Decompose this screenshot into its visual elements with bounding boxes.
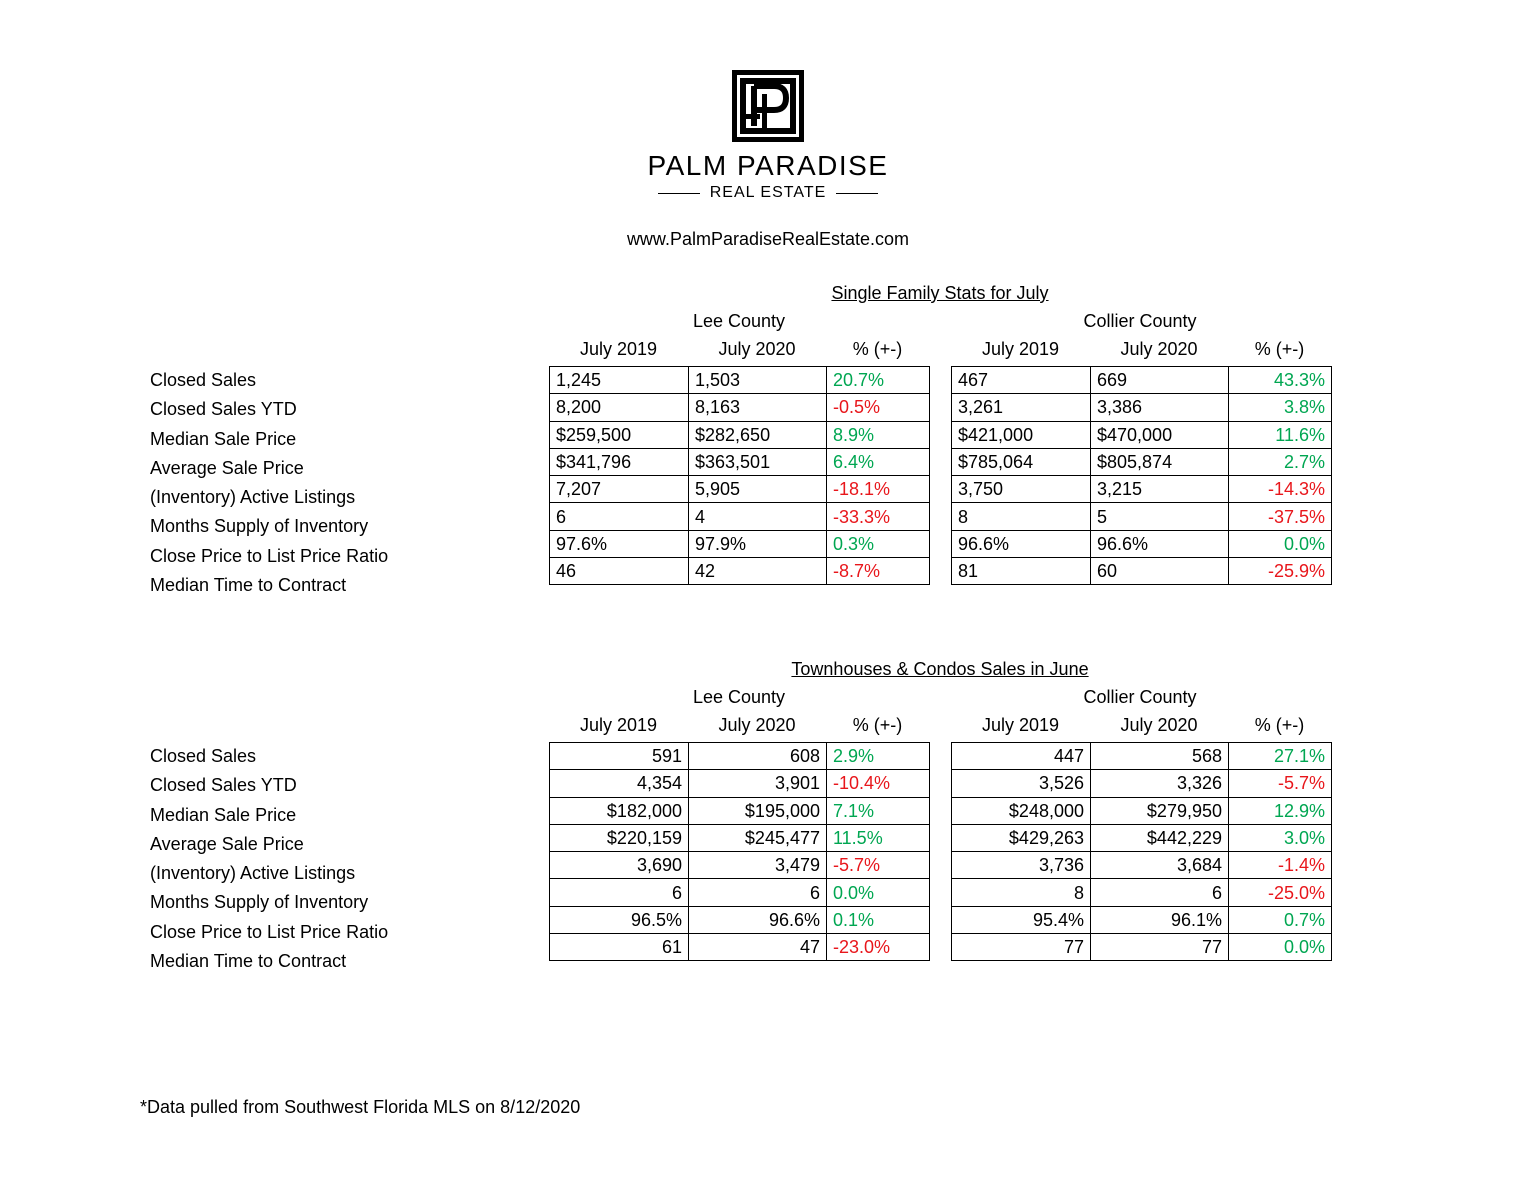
table-row xyxy=(952,852,1332,879)
table-row xyxy=(550,934,930,961)
website-url: www.PalmParadiseRealEstate.com xyxy=(626,229,910,249)
value-2019-cell: 3,690 xyxy=(550,852,689,879)
pct-change-cell: 20.7% xyxy=(827,367,930,394)
pct-change-cell: -25.0% xyxy=(1229,879,1332,906)
table-row xyxy=(952,879,1332,906)
value-2019-cell: 8 xyxy=(952,879,1091,906)
pct-change-cell: -1.4% xyxy=(1229,852,1332,879)
pct-change-cell: 3.0% xyxy=(1229,824,1332,851)
value-2019-cell: 591 xyxy=(550,743,689,770)
table-row xyxy=(550,421,930,448)
condo-collier-header-pct: % (+-) xyxy=(1254,715,1305,735)
condo-collier-county-label: Collier County xyxy=(1083,687,1197,707)
pct-change-cell: 43.3% xyxy=(1229,367,1332,394)
pct-change-cell: -8.7% xyxy=(827,558,930,585)
value-2020-cell: 3,386 xyxy=(1091,394,1229,421)
value-2019-cell: 3,526 xyxy=(952,770,1091,797)
pct-change-cell: 0.0% xyxy=(1229,934,1332,961)
pct-change-cell: 0.3% xyxy=(827,530,930,557)
sf-collier-header-pct: % (+-) xyxy=(1254,339,1305,359)
table-row xyxy=(952,934,1332,961)
value-2020-cell: 96.6% xyxy=(689,906,827,933)
condo-collier-table xyxy=(951,742,1332,961)
value-2020-cell: 1,503 xyxy=(689,367,827,394)
table-row xyxy=(952,797,1332,824)
row-label: Close Price to List Price Ratio xyxy=(150,921,389,942)
row-label: Closed Sales YTD xyxy=(150,399,297,420)
brand-subtitle-row xyxy=(658,182,878,204)
table-row xyxy=(952,530,1332,557)
table-row xyxy=(952,448,1332,475)
pct-change-cell: 0.0% xyxy=(827,879,930,906)
condo-lee-county-label: Lee County xyxy=(692,687,786,707)
row-label: Closed Sales YTD xyxy=(150,775,297,796)
table-row xyxy=(550,448,930,475)
table-row xyxy=(952,476,1332,503)
condo-lee-header-2019: July 2019 xyxy=(579,715,658,735)
value-2019-cell: 467 xyxy=(952,367,1091,394)
value-2019-cell: 97.6% xyxy=(550,530,689,557)
pct-change-cell: -5.7% xyxy=(827,852,930,879)
table-row xyxy=(952,367,1332,394)
table-row xyxy=(550,558,930,585)
row-label: Median Time to Contract xyxy=(150,951,347,972)
value-2019-cell: 3,736 xyxy=(952,852,1091,879)
value-2020-cell: 8,163 xyxy=(689,394,827,421)
value-2019-cell: 96.5% xyxy=(550,906,689,933)
value-2019-cell: $341,796 xyxy=(550,448,689,475)
value-2019-cell: $259,500 xyxy=(550,421,689,448)
value-2020-cell: 608 xyxy=(689,743,827,770)
value-2020-cell: 96.6% xyxy=(1091,530,1229,557)
sf-collier-header-2019: July 2019 xyxy=(981,339,1060,359)
pct-change-cell: -37.5% xyxy=(1229,503,1332,530)
value-2020-cell: $363,501 xyxy=(689,448,827,475)
value-2020-cell: 3,684 xyxy=(1091,852,1229,879)
pct-change-cell: 12.9% xyxy=(1229,797,1332,824)
value-2019-cell: $220,159 xyxy=(550,824,689,851)
value-2020-cell: 42 xyxy=(689,558,827,585)
value-2019-cell: 8 xyxy=(952,503,1091,530)
value-2020-cell: 669 xyxy=(1091,367,1229,394)
table-row xyxy=(550,394,930,421)
value-2020-cell: 5 xyxy=(1091,503,1229,530)
table-row xyxy=(550,743,930,770)
pct-change-cell: -10.4% xyxy=(827,770,930,797)
pct-change-cell: 11.6% xyxy=(1229,421,1332,448)
value-2019-cell: 95.4% xyxy=(952,906,1091,933)
condo-row-labels xyxy=(150,742,540,976)
divider xyxy=(836,193,878,194)
pct-change-cell: -25.9% xyxy=(1229,558,1332,585)
sf-row-labels xyxy=(150,366,540,600)
pct-change-cell: 11.5% xyxy=(827,824,930,851)
value-2019-cell: 61 xyxy=(550,934,689,961)
value-2020-cell: 47 xyxy=(689,934,827,961)
pct-change-cell: 0.1% xyxy=(827,906,930,933)
sf-lee-header-pct: % (+-) xyxy=(852,339,903,359)
palm-paradise-logo-icon xyxy=(732,70,804,142)
value-2020-cell: 568 xyxy=(1091,743,1229,770)
sf-collier-header-2020: July 2020 xyxy=(1120,339,1198,359)
value-2019-cell: 6 xyxy=(550,503,689,530)
row-label: Closed Sales xyxy=(150,746,257,766)
value-2019-cell: 46 xyxy=(550,558,689,585)
table-row xyxy=(550,367,930,394)
condo-collier-header-2020: July 2020 xyxy=(1120,715,1198,735)
value-2020-cell: 60 xyxy=(1091,558,1229,585)
condos-title: Townhouses & Condos Sales in June xyxy=(791,659,1089,679)
value-2020-cell: 96.1% xyxy=(1091,906,1229,933)
sf-lee-header-2020: July 2020 xyxy=(718,339,796,359)
row-label: Close Price to List Price Ratio xyxy=(150,545,389,566)
value-2020-cell: $470,000 xyxy=(1091,421,1229,448)
table-row xyxy=(952,421,1332,448)
pct-change-cell: 2.9% xyxy=(827,743,930,770)
table-row xyxy=(550,879,930,906)
value-2019-cell: 3,750 xyxy=(952,476,1091,503)
pct-change-cell: 7.1% xyxy=(827,797,930,824)
row-label: Median Sale Price xyxy=(150,428,297,449)
value-2020-cell: $279,950 xyxy=(1091,797,1229,824)
table-row xyxy=(952,394,1332,421)
pct-change-cell: -0.5% xyxy=(827,394,930,421)
pct-change-cell: 0.0% xyxy=(1229,530,1332,557)
value-2019-cell: $421,000 xyxy=(952,421,1091,448)
table-row xyxy=(550,770,930,797)
value-2020-cell: 3,215 xyxy=(1091,476,1229,503)
row-label: Average Sale Price xyxy=(150,457,304,478)
row-label: Closed Sales xyxy=(150,370,257,390)
table-row xyxy=(550,824,930,851)
value-2020-cell: $805,874 xyxy=(1091,448,1229,475)
value-2020-cell: 6 xyxy=(1091,879,1229,906)
table-row xyxy=(952,503,1332,530)
pct-change-cell: 0.7% xyxy=(1229,906,1332,933)
table-row xyxy=(550,530,930,557)
brand-name: PALM PARADISE xyxy=(647,150,889,181)
pct-change-cell: -33.3% xyxy=(827,503,930,530)
value-2019-cell: 6 xyxy=(550,879,689,906)
pct-change-cell: 3.8% xyxy=(1229,394,1332,421)
value-2020-cell: 97.9% xyxy=(689,530,827,557)
table-row xyxy=(550,797,930,824)
value-2020-cell: 6 xyxy=(689,879,827,906)
pct-change-cell: -14.3% xyxy=(1229,476,1332,503)
table-row xyxy=(550,906,930,933)
pct-change-cell: 2.7% xyxy=(1229,448,1332,475)
value-2019-cell: 4,354 xyxy=(550,770,689,797)
brand-subtitle: REAL ESTATE xyxy=(709,184,827,201)
row-label: Months Supply of Inventory xyxy=(150,516,369,537)
sf-collier-table xyxy=(951,366,1332,585)
value-2019-cell: 81 xyxy=(952,558,1091,585)
value-2019-cell: $182,000 xyxy=(550,797,689,824)
table-row xyxy=(952,770,1332,797)
single-family-title: Single Family Stats for July xyxy=(831,283,1049,303)
pct-change-cell: -23.0% xyxy=(827,934,930,961)
table-row xyxy=(550,503,930,530)
value-2019-cell: 1,245 xyxy=(550,367,689,394)
pct-change-cell: 27.1% xyxy=(1229,743,1332,770)
table-row xyxy=(550,852,930,879)
value-2020-cell: 3,901 xyxy=(689,770,827,797)
value-2020-cell: 77 xyxy=(1091,934,1229,961)
pct-change-cell: -18.1% xyxy=(827,476,930,503)
value-2019-cell: 8,200 xyxy=(550,394,689,421)
value-2019-cell: 96.6% xyxy=(952,530,1091,557)
value-2020-cell: 5,905 xyxy=(689,476,827,503)
value-2019-cell: $429,263 xyxy=(952,824,1091,851)
table-row xyxy=(952,558,1332,585)
table-row xyxy=(952,824,1332,851)
row-label: Months Supply of Inventory xyxy=(150,892,369,913)
condo-lee-header-2020: July 2020 xyxy=(718,715,796,735)
pct-change-cell: -5.7% xyxy=(1229,770,1332,797)
table-row xyxy=(952,743,1332,770)
row-label: Average Sale Price xyxy=(150,833,304,854)
divider xyxy=(658,193,700,194)
sf-lee-header-2019: July 2019 xyxy=(579,339,658,359)
value-2019-cell: 77 xyxy=(952,934,1091,961)
sf-lee-county-label: Lee County xyxy=(692,311,786,331)
value-2020-cell: $442,229 xyxy=(1091,824,1229,851)
sf-collier-county-label: Collier County xyxy=(1083,311,1197,331)
row-label: Median Time to Contract xyxy=(150,575,347,596)
table-row xyxy=(550,476,930,503)
value-2020-cell: $245,477 xyxy=(689,824,827,851)
value-2020-cell: 4 xyxy=(689,503,827,530)
footnote: *Data pulled from Southwest Florida MLS on 8/12/2020 xyxy=(140,1097,581,1117)
value-2019-cell: $785,064 xyxy=(952,448,1091,475)
sf-lee-table xyxy=(549,366,930,585)
row-label: (Inventory) Active Listings xyxy=(150,487,356,508)
condo-lee-table xyxy=(549,742,930,961)
value-2020-cell: 3,326 xyxy=(1091,770,1229,797)
value-2019-cell: $248,000 xyxy=(952,797,1091,824)
table-row xyxy=(952,906,1332,933)
value-2019-cell: 447 xyxy=(952,743,1091,770)
row-label: (Inventory) Active Listings xyxy=(150,863,356,884)
value-2020-cell: $195,000 xyxy=(689,797,827,824)
condo-collier-header-2019: July 2019 xyxy=(981,715,1060,735)
value-2019-cell: 7,207 xyxy=(550,476,689,503)
value-2020-cell: $282,650 xyxy=(689,421,827,448)
pct-change-cell: 8.9% xyxy=(827,421,930,448)
condo-lee-header-pct: % (+-) xyxy=(852,715,903,735)
value-2020-cell: 3,479 xyxy=(689,852,827,879)
value-2019-cell: 3,261 xyxy=(952,394,1091,421)
row-label: Median Sale Price xyxy=(150,804,297,825)
pct-change-cell: 6.4% xyxy=(827,448,930,475)
